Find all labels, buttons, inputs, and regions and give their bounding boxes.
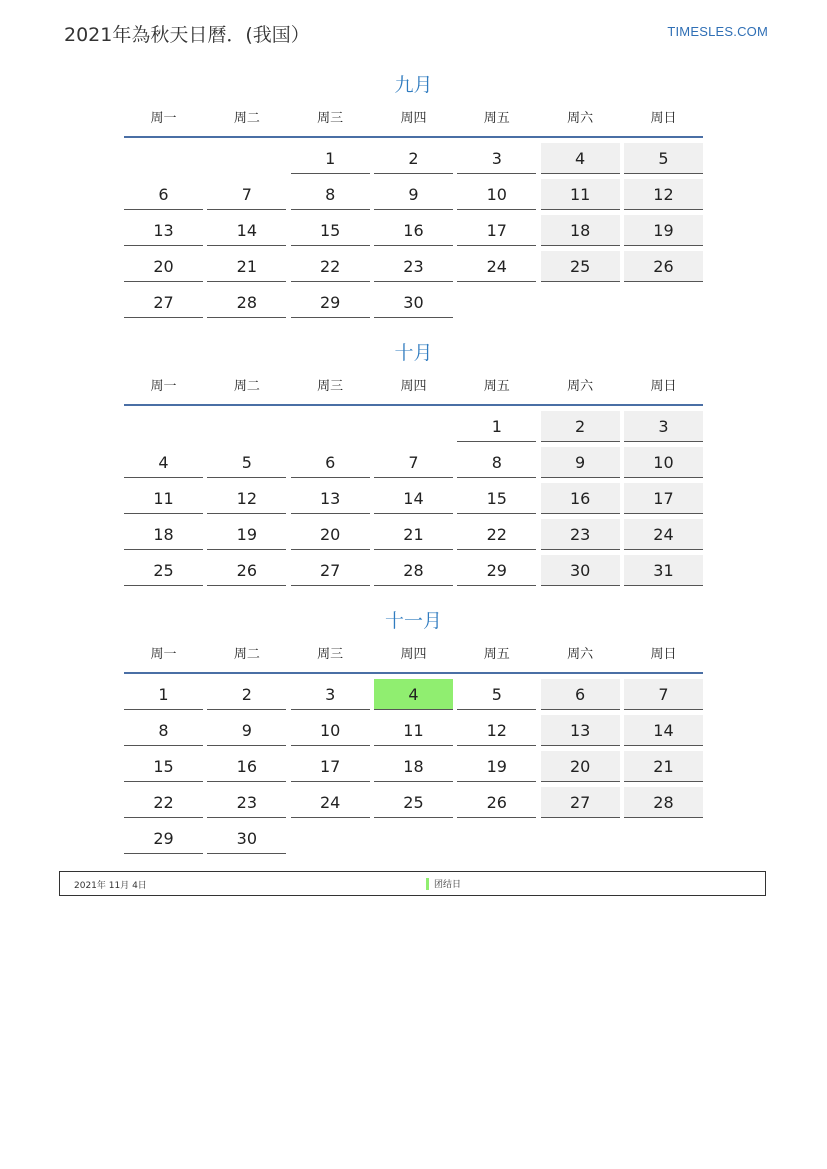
day-cell[interactable]: 17 bbox=[624, 483, 703, 514]
day-cell[interactable]: 24 bbox=[457, 251, 536, 282]
weekday-header bbox=[124, 646, 703, 674]
holiday-legend bbox=[426, 877, 461, 890]
empty-cell bbox=[207, 411, 286, 442]
day-cell[interactable]: 26 bbox=[624, 251, 703, 282]
day-cell[interactable]: 17 bbox=[457, 215, 536, 246]
day-cell[interactable]: 6 bbox=[541, 679, 620, 710]
footer-date: 2021年 11月 4日 bbox=[74, 881, 147, 891]
weekday-label: 周五 bbox=[483, 111, 510, 126]
day-cell[interactable]: 28 bbox=[374, 555, 453, 586]
day-cell[interactable]: 14 bbox=[207, 215, 286, 246]
empty-cell bbox=[124, 143, 203, 174]
day-cell[interactable]: 12 bbox=[207, 483, 286, 514]
day-cell[interactable]: 25 bbox=[124, 555, 203, 586]
day-cell[interactable]: 29 bbox=[457, 555, 536, 586]
weekday-label: 周三 bbox=[317, 111, 344, 126]
day-cell[interactable]: 3 bbox=[624, 411, 703, 442]
day-cell-holiday[interactable]: 4 bbox=[374, 679, 453, 710]
day-cell[interactable]: 16 bbox=[541, 483, 620, 514]
day-cell[interactable]: 1 bbox=[291, 143, 370, 174]
weekday-label: 周二 bbox=[233, 647, 260, 662]
day-cell[interactable]: 25 bbox=[374, 787, 453, 818]
day-cell[interactable]: 5 bbox=[624, 143, 703, 174]
day-cell[interactable]: 13 bbox=[541, 715, 620, 746]
day-cell[interactable]: 6 bbox=[291, 447, 370, 478]
day-cell[interactable]: 26 bbox=[207, 555, 286, 586]
day-cell[interactable]: 2 bbox=[207, 679, 286, 710]
day-cell[interactable]: 24 bbox=[291, 787, 370, 818]
weekday-label: 周二 bbox=[233, 111, 260, 126]
day-cell[interactable]: 7 bbox=[374, 447, 453, 478]
day-grid bbox=[124, 411, 703, 586]
weekday-label: 周三 bbox=[317, 379, 344, 394]
day-cell[interactable]: 6 bbox=[124, 179, 203, 210]
weekday-label: 周一 bbox=[150, 379, 177, 394]
day-cell[interactable]: 26 bbox=[457, 787, 536, 818]
day-cell[interactable]: 20 bbox=[541, 751, 620, 782]
day-cell[interactable]: 8 bbox=[124, 715, 203, 746]
month-calendar bbox=[124, 338, 703, 586]
weekday-label: 周日 bbox=[650, 647, 677, 662]
empty-cell bbox=[207, 143, 286, 174]
weekday-label: 周六 bbox=[567, 379, 594, 394]
day-cell[interactable]: 22 bbox=[457, 519, 536, 550]
day-cell[interactable]: 1 bbox=[124, 679, 203, 710]
month-title: 九月 bbox=[394, 74, 433, 96]
day-cell[interactable]: 17 bbox=[291, 751, 370, 782]
day-grid bbox=[124, 143, 703, 318]
day-cell[interactable]: 11 bbox=[541, 179, 620, 210]
day-cell[interactable]: 7 bbox=[624, 679, 703, 710]
page-title: 2021年為秋天日曆．(我国） bbox=[64, 24, 310, 46]
day-cell[interactable]: 9 bbox=[374, 179, 453, 210]
day-cell[interactable]: 10 bbox=[624, 447, 703, 478]
day-cell[interactable]: 12 bbox=[457, 715, 536, 746]
day-cell[interactable]: 9 bbox=[207, 715, 286, 746]
day-cell[interactable]: 21 bbox=[374, 519, 453, 550]
footer-legend-box bbox=[59, 871, 766, 896]
day-cell[interactable]: 30 bbox=[207, 823, 286, 854]
day-cell[interactable]: 4 bbox=[541, 143, 620, 174]
day-cell[interactable]: 14 bbox=[374, 483, 453, 514]
weekday-label: 周二 bbox=[233, 379, 260, 394]
month-title: 十月 bbox=[394, 342, 433, 364]
day-cell[interactable]: 15 bbox=[291, 215, 370, 246]
day-cell[interactable]: 20 bbox=[124, 251, 203, 282]
weekday-label: 周三 bbox=[317, 647, 344, 662]
day-cell[interactable]: 29 bbox=[291, 287, 370, 318]
weekday-header bbox=[124, 110, 703, 138]
day-cell[interactable]: 11 bbox=[374, 715, 453, 746]
weekday-label: 周五 bbox=[483, 647, 510, 662]
day-cell[interactable]: 3 bbox=[291, 679, 370, 710]
day-cell[interactable]: 21 bbox=[207, 251, 286, 282]
day-cell[interactable]: 21 bbox=[624, 751, 703, 782]
day-grid bbox=[124, 679, 703, 854]
weekday-label: 周一 bbox=[150, 111, 177, 126]
day-cell[interactable]: 23 bbox=[374, 251, 453, 282]
month-calendar bbox=[124, 70, 703, 318]
day-cell[interactable]: 18 bbox=[124, 519, 203, 550]
day-cell[interactable]: 19 bbox=[624, 215, 703, 246]
weekday-label: 周一 bbox=[150, 647, 177, 662]
day-cell[interactable]: 25 bbox=[541, 251, 620, 282]
empty-cell bbox=[291, 411, 370, 442]
day-cell[interactable]: 1 bbox=[457, 411, 536, 442]
day-cell[interactable]: 16 bbox=[207, 751, 286, 782]
day-cell[interactable]: 13 bbox=[291, 483, 370, 514]
day-cell[interactable]: 9 bbox=[541, 447, 620, 478]
weekday-label: 周四 bbox=[400, 647, 427, 662]
day-cell[interactable]: 31 bbox=[624, 555, 703, 586]
day-cell[interactable]: 3 bbox=[457, 143, 536, 174]
day-cell[interactable]: 2 bbox=[541, 411, 620, 442]
day-cell[interactable]: 27 bbox=[124, 287, 203, 318]
day-cell[interactable]: 23 bbox=[541, 519, 620, 550]
day-cell[interactable]: 15 bbox=[457, 483, 536, 514]
day-cell[interactable]: 30 bbox=[374, 287, 453, 318]
day-cell[interactable]: 5 bbox=[457, 679, 536, 710]
day-cell[interactable]: 22 bbox=[291, 251, 370, 282]
month-title: 十一月 bbox=[384, 610, 442, 632]
day-cell[interactable]: 15 bbox=[124, 751, 203, 782]
day-cell[interactable]: 29 bbox=[124, 823, 203, 854]
day-cell[interactable]: 27 bbox=[541, 787, 620, 818]
day-cell[interactable]: 18 bbox=[541, 215, 620, 246]
day-cell[interactable]: 14 bbox=[624, 715, 703, 746]
day-cell[interactable]: 13 bbox=[124, 215, 203, 246]
day-cell[interactable]: 19 bbox=[207, 519, 286, 550]
day-cell[interactable]: 28 bbox=[624, 787, 703, 818]
day-cell[interactable]: 7 bbox=[207, 179, 286, 210]
day-cell[interactable]: 24 bbox=[624, 519, 703, 550]
weekday-label: 周日 bbox=[650, 111, 677, 126]
day-cell[interactable]: 16 bbox=[374, 215, 453, 246]
day-cell[interactable]: 18 bbox=[374, 751, 453, 782]
day-cell[interactable]: 2 bbox=[374, 143, 453, 174]
weekday-label: 周四 bbox=[400, 379, 427, 394]
day-cell[interactable]: 23 bbox=[207, 787, 286, 818]
day-cell[interactable]: 5 bbox=[207, 447, 286, 478]
weekday-label: 周六 bbox=[567, 647, 594, 662]
day-cell[interactable]: 27 bbox=[291, 555, 370, 586]
empty-cell bbox=[124, 411, 203, 442]
weekday-label: 周日 bbox=[650, 379, 677, 394]
site-link[interactable]: TIMESLES.COM bbox=[667, 24, 768, 39]
weekday-label: 周四 bbox=[400, 111, 427, 126]
day-cell[interactable]: 10 bbox=[291, 715, 370, 746]
day-cell[interactable]: 20 bbox=[291, 519, 370, 550]
month-calendar bbox=[124, 606, 703, 854]
weekday-label: 周六 bbox=[567, 111, 594, 126]
day-cell[interactable]: 22 bbox=[124, 787, 203, 818]
weekday-header bbox=[124, 378, 703, 406]
day-cell[interactable]: 10 bbox=[457, 179, 536, 210]
legend-label: 团结日 bbox=[434, 880, 462, 890]
day-cell[interactable]: 11 bbox=[124, 483, 203, 514]
day-cell[interactable]: 8 bbox=[291, 179, 370, 210]
legend-swatch bbox=[426, 878, 429, 890]
day-cell[interactable]: 12 bbox=[624, 179, 703, 210]
day-cell[interactable]: 30 bbox=[541, 555, 620, 586]
empty-cell bbox=[374, 411, 453, 442]
day-cell[interactable]: 4 bbox=[124, 447, 203, 478]
day-cell[interactable]: 8 bbox=[457, 447, 536, 478]
day-cell[interactable]: 28 bbox=[207, 287, 286, 318]
weekday-label: 周五 bbox=[483, 379, 510, 394]
day-cell[interactable]: 19 bbox=[457, 751, 536, 782]
